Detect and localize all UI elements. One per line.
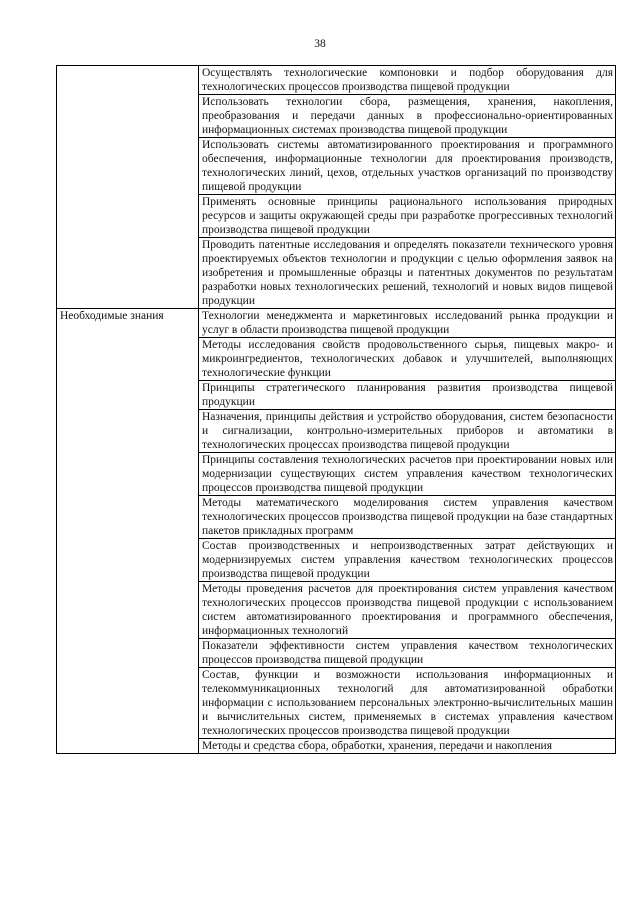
page-number: 38 — [314, 38, 326, 50]
requirement-item: Использовать системы автоматизированного проектирования и программного обеспечения, информационные технологии для проектирования производств, технологических линий, цехов, отдельных участков организаций по производству пищевой продукции — [199, 138, 616, 195]
requirement-item: Проводить патентные исследования и определять показатели технического уровня проектируемых объектов технологии и продукции с целью оформления заявок на изобретения и промышленные образцы и патентных документов по результатам разработки новых технологических решений, технологий и новых видов пищевой продукции — [199, 238, 616, 309]
requirement-item: Методы математического моделирования систем управления качеством технологических процессов производства пищевой продукции на базе стандартных пакетов прикладных программ — [199, 496, 616, 539]
group-label: Необходимые знания — [57, 309, 199, 754]
requirement-item: Технологии менеджмента и маркетинговых исследований рынка продукции и услуг в области производства пищевой продукции — [199, 309, 616, 338]
requirement-item: Методы и средства сбора, обработки, хранения, передачи и накопления — [199, 739, 616, 754]
requirement-item: Принципы составления технологических расчетов при проектировании новых или модернизации существующих систем управления качеством технологических процессов производства пищевой продукции — [199, 453, 616, 496]
requirement-item: Использовать технологии сбора, размещения, хранения, накопления, преобразования и передачи данных в профессионально-ориентированных информационных системах производства пищевой продукции — [199, 95, 616, 138]
requirement-item: Применять основные принципы рационального использования природных ресурсов и защиты окружающей среды при разработке прогрессивных технологий производства пищевой продукции — [199, 195, 616, 238]
requirement-item: Состав производственных и непроизводственных затрат действующих и модернизируемых систем управления качеством технологических процессов производства пищевой продукции — [199, 539, 616, 582]
table-row — [57, 66, 616, 95]
group-label — [57, 66, 199, 309]
table-row — [57, 309, 616, 338]
requirement-item: Принципы стратегического планирования развития производства пищевой продукции — [199, 381, 616, 410]
requirement-item: Состав, функции и возможности использования информационных и телекоммуникационных технологий для автоматизированной обработки информации с использованием персональных электронно-вычислительных машин и вычислительных систем, применяемых в системах управления качеством технологических процессов производства пищевой продукции — [199, 668, 616, 739]
requirement-item: Назначения, принципы действия и устройство оборудования, систем безопасности и сигнализации, контрольно-измерительных приборов и автоматики в технологических процессах производства пищевой продукции — [199, 410, 616, 453]
requirement-item: Показатели эффективности систем управления качеством технологических процессов производства пищевой продукции — [199, 639, 616, 668]
requirements-table — [56, 65, 616, 754]
requirement-item: Осуществлять технологические компоновки и подбор оборудования для технологических процессов производства пищевой продукции — [199, 66, 616, 95]
requirement-item: Методы проведения расчетов для проектирования систем управления качеством технологических процессов производства пищевой продукции с использованием систем автоматизированного проектирования и программного обеспечения, информационных технологий — [199, 582, 616, 639]
requirement-item: Методы исследования свойств продовольственного сырья, пищевых макро- и микроингредиентов, технологических добавок и улучшителей, выполняющих технологические функции — [199, 338, 616, 381]
